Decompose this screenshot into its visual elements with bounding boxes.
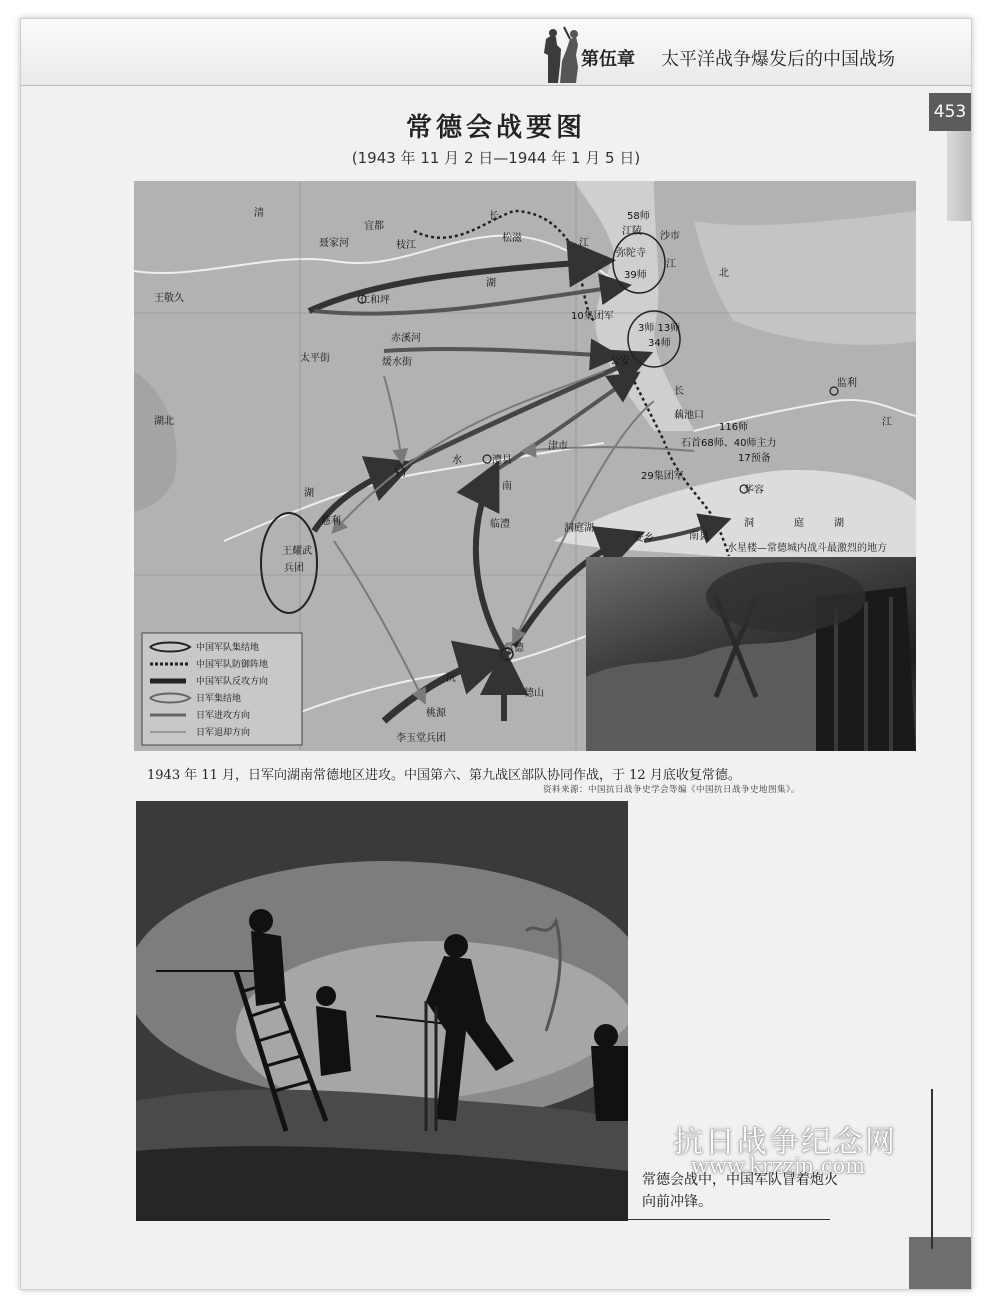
map-place-label: 北 — [719, 268, 729, 279]
horizontal-rule — [628, 1219, 830, 1220]
map-place-label: 58师 — [627, 211, 650, 222]
map-place-label: 17预备 — [738, 453, 771, 464]
map-place-label: 弥陀寺 — [616, 248, 646, 259]
watermark-site-name: 抗日战争纪念网 — [673, 1125, 897, 1160]
chapter-number: 第伍章 — [581, 49, 635, 70]
map-place-label: 3师 13师 — [638, 323, 681, 334]
source-note: 资料来源：中国抗日战争史学会等编《中国抗日战争史地图集》。 — [543, 785, 800, 795]
photo-caption: 常德会战中，中国军队冒着炮火向前冲锋。 — [642, 1172, 838, 1210]
map-place-label: 湖 — [486, 278, 496, 289]
map-place-label: 王敬久 — [154, 293, 184, 304]
legend-label: 日军退却方向 — [196, 728, 251, 738]
map-place-label: 常德 — [504, 643, 524, 654]
map-place-label: 安乡 — [634, 533, 654, 544]
map-place-label: 江陵 — [622, 226, 642, 237]
map-place-label: 长 — [674, 386, 684, 397]
map-place-label: 公安 — [610, 356, 630, 367]
legend-label: 日军集结地 — [196, 694, 242, 704]
map-title: 常德会战要图 — [405, 113, 586, 143]
watermark-url: www.krzzjn.com — [691, 1154, 866, 1178]
page-edge-strip — [947, 131, 971, 221]
map-place-label: 兵团 — [284, 563, 304, 574]
map-place-label: 34师 — [648, 338, 671, 349]
map-place-label: 仁和坪 — [360, 295, 390, 306]
map-place-label: 湖 — [304, 488, 314, 499]
map-place-label: 赤溪河 — [391, 333, 421, 344]
map-place-label: 临澧 — [490, 519, 510, 530]
soldiers-statue-icon — [526, 25, 586, 83]
map-place-label: 江 — [882, 417, 892, 428]
map-place-label: 洞庭湖 — [564, 523, 594, 534]
map-place-label: 南县 — [689, 531, 709, 542]
soldiers-charge-photo — [136, 801, 628, 1221]
map-date-range: (1943 年 11 月 2 日—1944 年 1 月 5 日) — [351, 149, 641, 167]
page-number: 453 — [929, 93, 971, 131]
map-place-label: 澧县 — [492, 455, 512, 466]
legend-label: 中国军队反攻方向 — [196, 677, 269, 687]
map-place-label: 江 — [579, 238, 589, 249]
mountain-area — [134, 371, 177, 511]
book-page — [20, 18, 972, 1290]
vertical-rule — [931, 1089, 933, 1249]
map-place-label: 沅 — [446, 673, 456, 684]
map-place-label: 德山 — [524, 688, 544, 699]
map-place-label: 华容 — [744, 485, 764, 496]
map-place-label: 116师 — [719, 422, 749, 433]
map-place-label: 枝江 — [396, 240, 416, 251]
map-place-label: 门 — [396, 468, 406, 479]
chapter-title: 太平洋战争爆发后的中国战场 — [661, 49, 895, 70]
map-place-label: 沙市 — [660, 231, 680, 242]
map-place-label: 桃源 — [426, 708, 446, 719]
map-place-label: 石首68师、40师主力 — [681, 438, 777, 449]
map-place-label: 湖 — [834, 518, 844, 529]
map-place-label: 松滋 — [502, 233, 522, 244]
map-place-label: 39师 — [624, 270, 647, 281]
map-place-label: 监利 — [837, 378, 857, 389]
map-place-label: 水 — [452, 455, 462, 466]
map-place-label: 南 — [502, 481, 512, 492]
legend-label: 中国军队防御阵地 — [196, 660, 269, 670]
map-place-label: 太平街 — [300, 353, 330, 364]
map-place-label: 庭 — [794, 518, 804, 529]
map-place-label: 煖水街 — [382, 357, 412, 368]
chapter-header — [21, 19, 971, 86]
map-place-label: 洞 — [744, 518, 754, 529]
map-place-label: 长 — [489, 211, 499, 222]
map-place-label: 李玉堂兵团 — [396, 733, 446, 744]
map-place-label: 江 — [666, 259, 676, 270]
map-place-label: 藕池口 — [674, 410, 704, 421]
shuixing-tower-photo — [586, 557, 916, 751]
legend-label: 日军进攻方向 — [196, 711, 251, 721]
map-caption: 1943 年 11 月，日军向湖南常德地区进攻。中国第六、第九战区部队协同作战，于 12 月底收复常德。 — [147, 768, 741, 783]
inset-photo-caption: 水星楼—常德城内战斗最激烈的地方 — [727, 543, 887, 554]
map-place-label: 清 — [254, 208, 264, 219]
map-place-label: 29集团军 — [641, 471, 684, 482]
legend-label: 中国军队集结地 — [196, 643, 260, 653]
map-place-label: 王耀武 — [282, 546, 312, 557]
map-place-label: 聂家河 — [319, 238, 349, 249]
map-place-label: 津市 — [548, 441, 568, 452]
map-place-label: 慈利 — [321, 516, 341, 527]
map-place-label: 10集团军 — [571, 311, 614, 322]
page-corner-tab — [909, 1237, 971, 1289]
map-place-label: 湖北 — [154, 416, 174, 427]
map-place-label: 宜都 — [364, 221, 384, 232]
